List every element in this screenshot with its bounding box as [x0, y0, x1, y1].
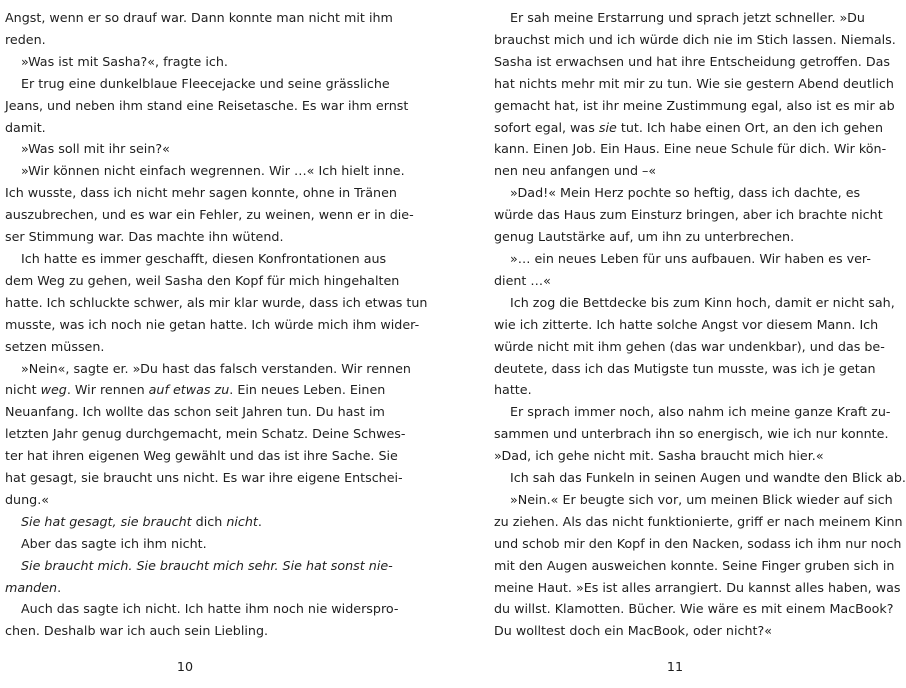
text-span: . Ein neues Leben. Einen — [229, 382, 386, 398]
text-span: Ich sah das Funkeln in seinen Augen und wandte den Blick ab. — [510, 470, 906, 486]
text-span: Ich wusste, dass ich nicht mehr sagen konnte, ohne in Tränen — [5, 185, 397, 201]
text-span: hat gesagt, sie braucht uns nicht. Es war ihre eigene Entschei- — [5, 470, 403, 486]
italic-span: sie — [598, 119, 617, 135]
text-line — [494, 467, 906, 489]
text-line — [494, 270, 856, 292]
text-span: würde nicht mit ihm gehen (das war undenkbar), und das be- — [494, 338, 885, 354]
text-span: zu ziehen. Als das nicht funktionierte, griff er nach meinem Kinn — [494, 513, 903, 529]
text-line — [494, 401, 891, 423]
text-line — [5, 533, 367, 555]
text-span: wie ich zitterte. Ich hatte solche Angst vor diesem Mann. Ich — [494, 316, 879, 332]
text-span: setzen müssen. — [5, 338, 105, 354]
text-line — [494, 95, 895, 117]
text-span: »Wir können nicht einfach wegrennen. Wir …« Ich hielt inne. — [21, 163, 405, 179]
left-page-text — [5, 7, 428, 642]
text-line — [5, 423, 406, 445]
italic-span: manden — [5, 579, 58, 595]
text-line — [5, 314, 420, 336]
text-span: mit den Augen ausweichen konnte. Seine Finger gruben sich in — [494, 557, 895, 573]
text-span: Aber das sagte ich ihm nicht. — [21, 535, 207, 551]
text-span: Ich hatte es immer geschafft, diesen Konfrontationen aus — [21, 250, 387, 266]
text-line — [494, 292, 895, 314]
text-span: sofort egal, was — [494, 119, 599, 135]
text-line — [494, 7, 865, 29]
text-line — [494, 555, 895, 577]
text-span: Jeans, und neben ihm stand eine Reisetasche. Es war ihm ernst — [5, 97, 409, 113]
right-page-text — [494, 7, 906, 642]
text-span: »Dad, ich gehe nicht mit. Sasha braucht mich hier.« — [494, 448, 824, 464]
text-line — [5, 29, 367, 51]
text-span: du willst. Klamotten. Bücher. Wie wäre es mit einem MacBook? — [494, 601, 894, 617]
text-line — [494, 160, 856, 182]
text-span: genug Lautstärke auf, um ihn zu unterbrechen. — [494, 229, 795, 245]
text-span: »Nein«, sagte er. »Du hast das falsch verstanden. Wir rennen — [21, 360, 411, 376]
text-line — [5, 489, 367, 511]
text-line — [494, 138, 887, 160]
text-span: »Was ist mit Sasha?«, fragte ich. — [21, 53, 228, 69]
text-span: gemacht hat, ist ihr meine Zustimmung egal, also ist es mir ab — [494, 97, 895, 113]
text-span: »Nein.« Er beugte sich vor, um meinen Blick wieder auf sich — [510, 491, 893, 507]
text-span: kann. Einen Job. Ein Haus. Eine neue Schule für dich. Wir kön- — [494, 141, 887, 157]
text-line — [494, 533, 902, 555]
text-span: »… ein neues Leben für uns aufbauen. Wir haben es ver- — [510, 250, 871, 266]
text-line — [494, 182, 861, 204]
text-line — [494, 314, 879, 336]
text-line — [5, 7, 393, 29]
text-line — [494, 204, 883, 226]
text-line — [5, 401, 385, 423]
text-span: sammen und unterbrach ihn so energisch, wie ich nur konnte. — [494, 426, 889, 442]
text-span: »Dad!« Mein Herz pochte so heftig, dass ich dachte, es — [510, 185, 861, 201]
text-line — [494, 358, 876, 380]
text-line — [5, 577, 367, 599]
text-line — [5, 204, 414, 226]
text-span: auszubrechen, und es war ein Fehler, zu weinen, wenn er in die- — [5, 207, 414, 223]
text-span: Neuanfang. Ich wollte das schon seit Jahren tun. Du hast im — [5, 404, 385, 420]
text-span: letzten Jahr genug durchgemacht, mein Schatz. Deine Schwes- — [5, 426, 406, 442]
text-span: hat nichts mehr mit mir zu tun. Wie sie gestern Abend deutlich — [494, 75, 894, 91]
italic-span: Sie hat gesagt, sie braucht — [21, 513, 196, 529]
text-span: deutete, dass ich das Mutigste tun musste, was ich je getan — [494, 360, 876, 376]
text-line — [494, 73, 894, 95]
text-line — [5, 248, 387, 270]
text-line — [5, 292, 428, 314]
text-span: hatte. Ich schluckte schwer, als mir klar wurde, dass ich etwas tun — [5, 294, 428, 310]
text-span: würde das Haus zum Einsturz bringen, aber ich brachte nicht — [494, 207, 883, 223]
text-line — [494, 620, 856, 642]
text-line — [5, 51, 367, 73]
text-span: dung.« — [5, 491, 49, 507]
text-span: und schob mir den Kopf in den Nacken, sodass ich ihm nur noch — [494, 535, 902, 551]
text-span: . — [57, 579, 62, 595]
text-span: brauchst mich und ich würde dich nie im Stich lassen. Niemals. — [494, 31, 896, 47]
text-line — [494, 29, 896, 51]
text-span: tut. Ich habe einen Ort, an den ich gehen — [616, 119, 884, 135]
text-line — [5, 226, 367, 248]
text-line — [494, 379, 856, 401]
text-span: dich — [195, 513, 223, 529]
text-span: Du wolltest doch ein MacBook, oder nicht?« — [494, 623, 772, 639]
text-line — [5, 270, 400, 292]
italic-span: Sie braucht mich. Sie braucht mich sehr. Sie hat sonst nie- — [21, 557, 393, 573]
text-span: Sasha ist erwachsen und hat ihre Entscheidung getroffen. Das — [494, 53, 891, 69]
text-line — [5, 467, 403, 489]
text-line — [494, 51, 891, 73]
text-line — [5, 73, 390, 95]
text-line — [494, 423, 889, 445]
text-line — [494, 226, 856, 248]
text-line — [494, 598, 894, 620]
italic-span: weg — [40, 382, 67, 398]
text-line — [5, 598, 399, 620]
text-span: dient …« — [494, 272, 551, 288]
text-span: Er sprach immer noch, also nahm ich meine ganze Kraft zu- — [510, 404, 891, 420]
text-line — [5, 445, 398, 467]
text-span: Er sah meine Erstarrung und sprach jetzt schneller. »Du — [510, 10, 865, 25]
text-line — [5, 138, 367, 160]
text-span: ter hat ihren eigenen Weg gewählt und das ist ihre Sache. Sie — [5, 448, 398, 464]
left-page-number: 10 — [176, 659, 194, 674]
text-span: damit. — [5, 119, 46, 135]
text-span: meine Haut. »Es ist alles arrangiert. Du kannst alles haben, was — [494, 579, 901, 595]
text-line — [494, 577, 901, 599]
right-page-number: 11 — [666, 659, 684, 674]
text-line — [5, 117, 367, 139]
text-span: dem Weg zu gehen, weil Sasha den Kopf für mich hingehalten — [5, 272, 400, 288]
text-line — [5, 511, 367, 533]
text-span: »Was soll mit ihr sein?« — [21, 141, 170, 157]
text-span: nicht — [5, 382, 41, 398]
text-line — [5, 555, 393, 577]
text-line — [5, 620, 367, 642]
text-line — [5, 358, 411, 380]
text-line — [494, 511, 903, 533]
text-line — [5, 95, 409, 117]
text-line — [494, 117, 884, 139]
text-span: . Wir rennen — [66, 382, 149, 398]
text-span: Er trug eine dunkelblaue Fleecejacke und seine grässliche — [21, 75, 390, 91]
text-line — [494, 445, 856, 467]
text-span: musste, was ich noch nie getan hatte. Ich würde mich ihm wider- — [5, 316, 420, 332]
text-span: reden. — [5, 31, 46, 47]
text-span: Auch das sagte ich nicht. Ich hatte ihm noch nie widerspro- — [21, 601, 399, 617]
text-span: ser Stimmung war. Das machte ihn wütend. — [5, 229, 284, 245]
text-span: . — [257, 513, 262, 529]
text-span: Angst, wenn er so drauf war. Dann konnte man nicht mit ihm — [5, 10, 393, 25]
text-line — [494, 489, 893, 511]
text-line — [5, 379, 386, 401]
text-line — [494, 336, 885, 358]
text-line — [5, 182, 397, 204]
text-span: nen neu anfangen und –« — [494, 163, 657, 179]
text-line — [494, 248, 871, 270]
text-line — [5, 160, 405, 182]
text-span: Ich zog die Bettdecke bis zum Kinn hoch, damit er nicht sah, — [510, 294, 895, 310]
italic-span: nicht — [222, 513, 258, 529]
text-span: hatte. — [494, 382, 532, 398]
text-span: chen. Deshalb war ich auch sein Liebling. — [5, 623, 269, 639]
text-line — [5, 336, 367, 358]
italic-span: auf etwas zu — [148, 382, 230, 398]
